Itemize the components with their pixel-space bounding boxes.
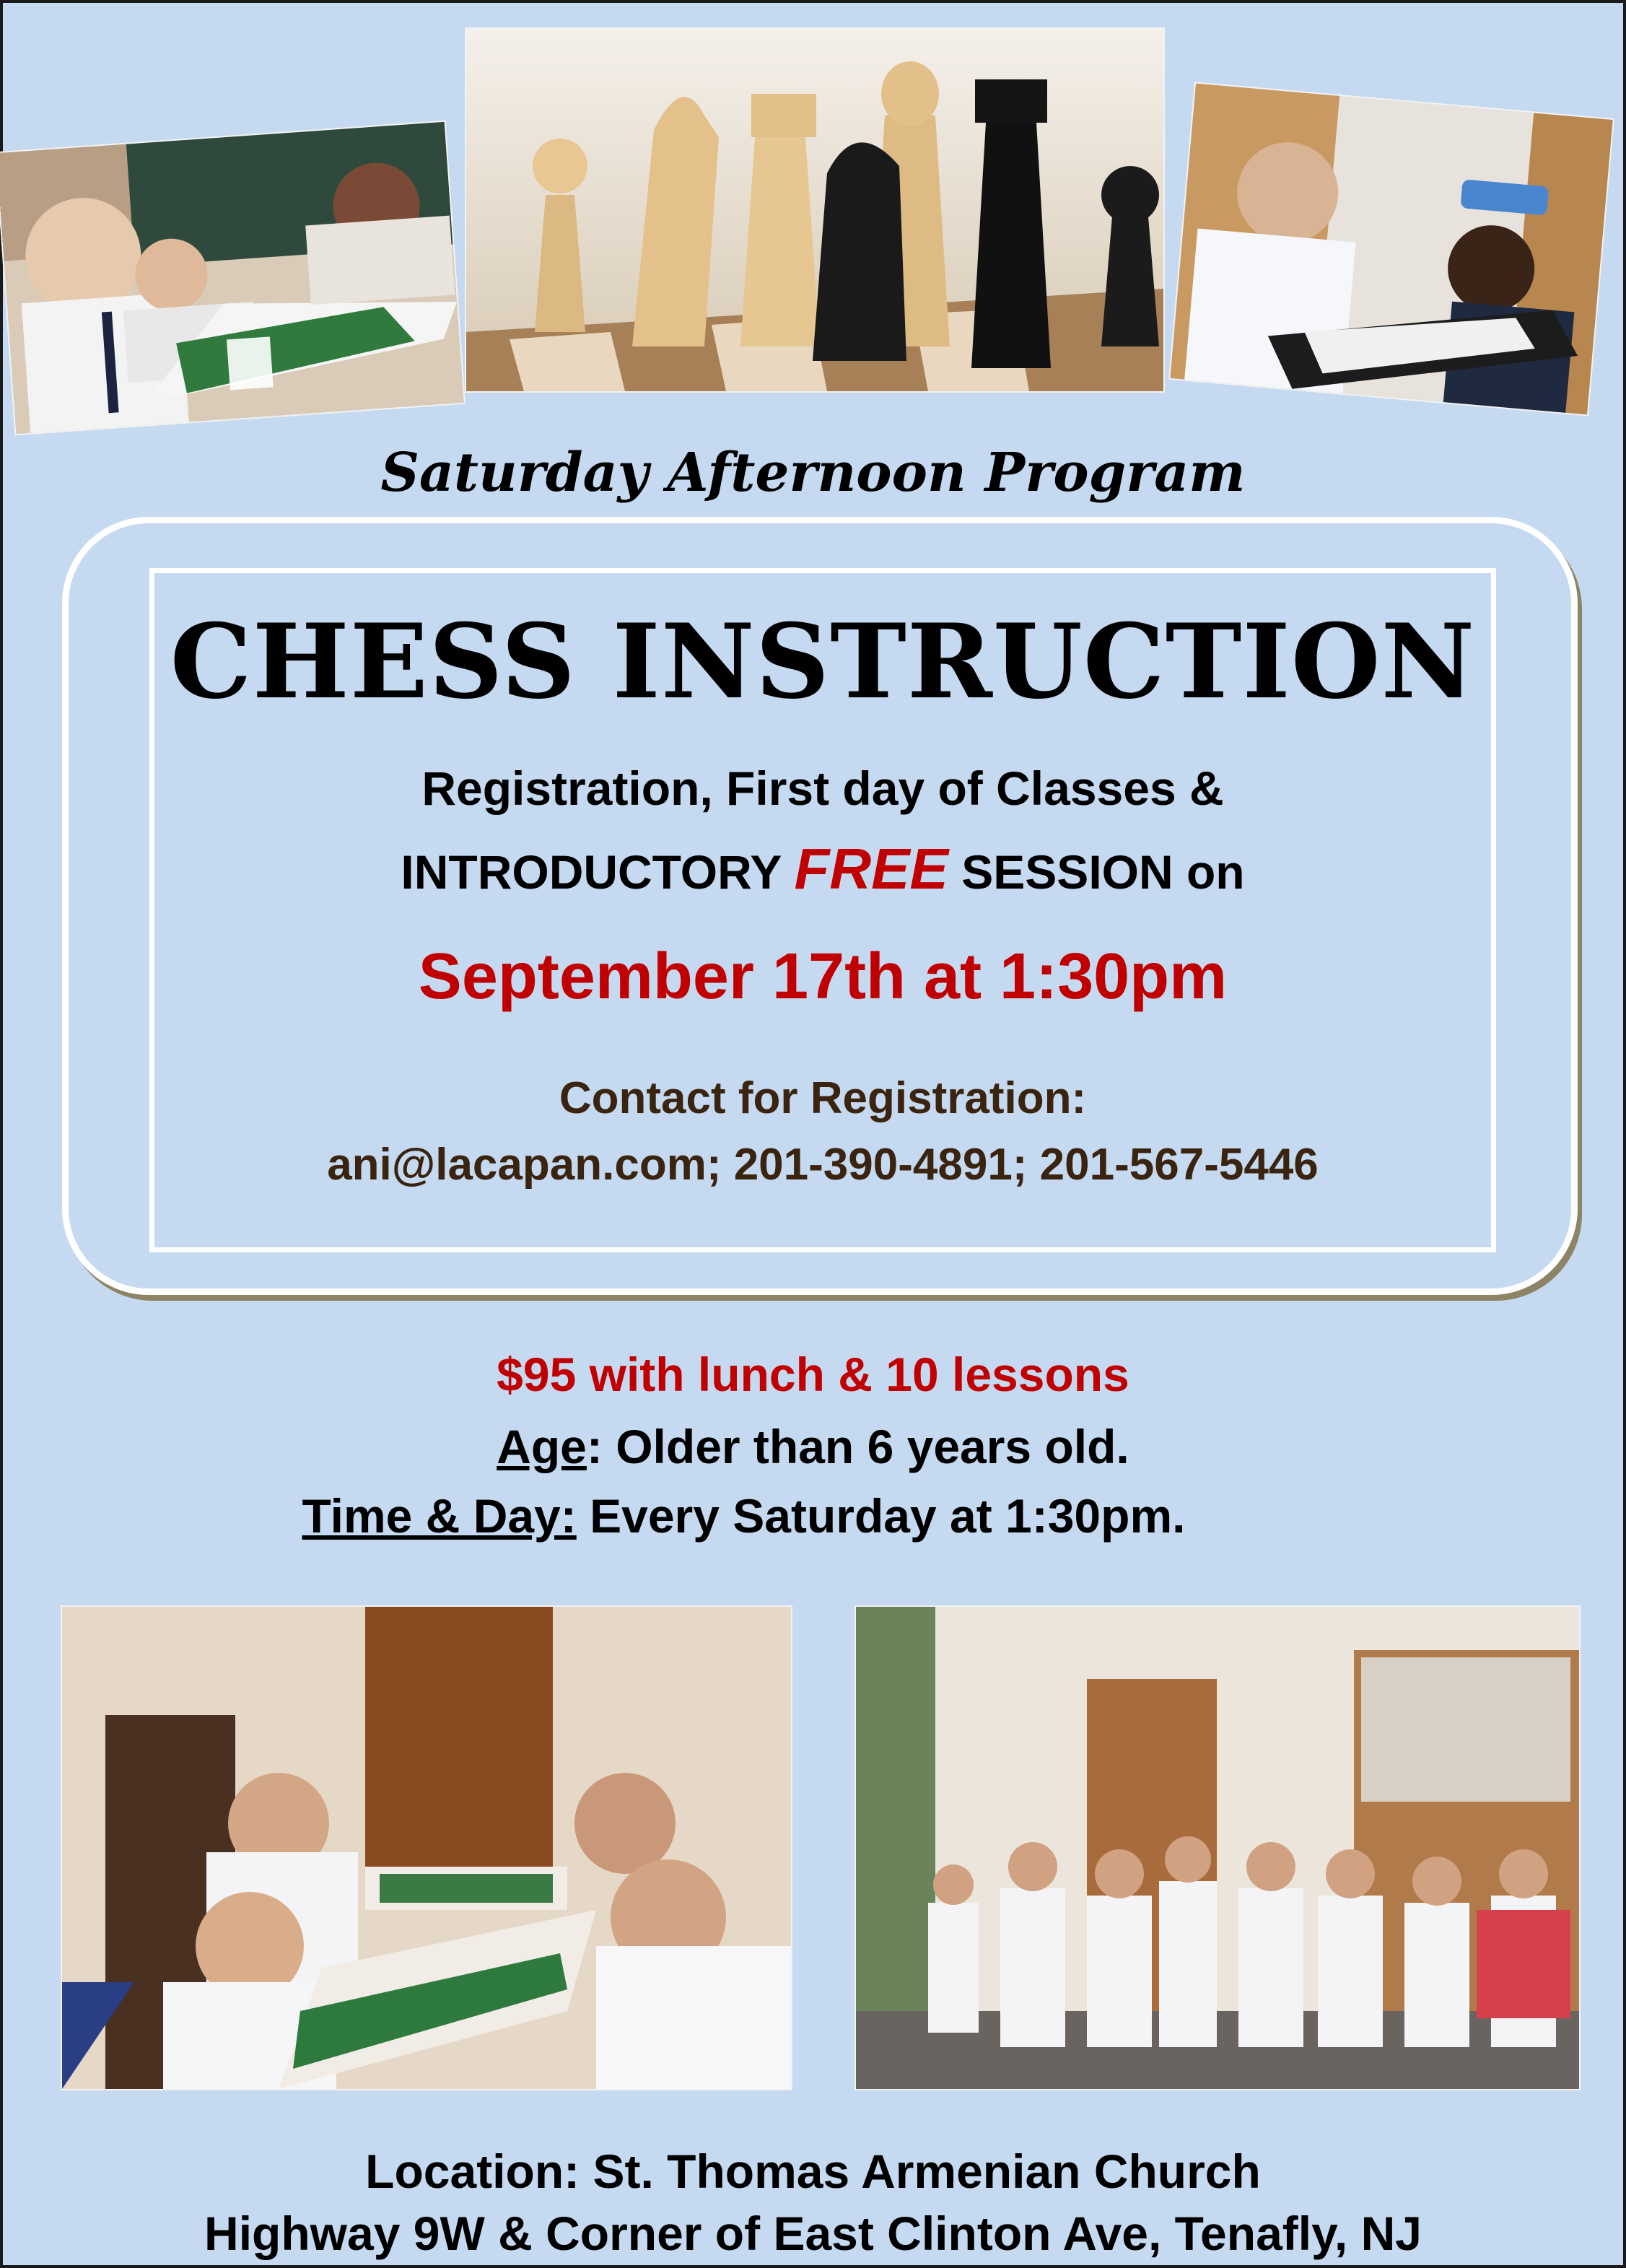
time-value: Every Saturday at 1:30pm. <box>576 1489 1186 1543</box>
price-info: $95 with lunch & 10 lessons <box>497 1348 1129 1401</box>
time-label: Time & Day: <box>302 1489 577 1543</box>
session-date: September 17th at 1:30pm <box>418 941 1228 1013</box>
location-line-2: Highway 9W & Corner of East Clinton Ave, Tenafly, NJ <box>204 2207 1422 2260</box>
free-text: FREE <box>794 837 948 901</box>
contact-details: ani@lacapan.com; 201-390-4891; 201-567-5446 <box>327 1140 1319 1190</box>
registration-line-2 <box>154 836 1491 902</box>
registration-line-1: Registration, First day of Classes & <box>421 762 1224 815</box>
age-label: Age <box>497 1420 587 1473</box>
age-info <box>0 1419 1626 1474</box>
inner-info-frame <box>149 568 1496 1252</box>
location-line-1: Location: St. Thomas Armenian Church <box>365 2145 1261 2198</box>
introductory-text: INTRODUCTORY <box>401 845 782 899</box>
children-playing-chess-photo <box>0 122 464 434</box>
two-children-chess-photo <box>1170 84 1613 415</box>
contact-label: Contact for Registration: <box>559 1073 1087 1123</box>
session-text: SESSION on <box>961 845 1245 899</box>
main-info-box <box>62 517 1578 1295</box>
age-value: : Older than 6 years old. <box>586 1420 1129 1473</box>
students-with-medals-photo <box>856 1607 1579 2089</box>
boys-at-chess-table-photo <box>62 1607 791 2089</box>
chess-pieces-photo <box>466 29 1163 391</box>
program-subtitle: Saturday Afternoon Program <box>380 442 1246 504</box>
time-info <box>0 1488 1557 1543</box>
page-title: CHESS INSTRUCTION <box>170 602 1476 722</box>
